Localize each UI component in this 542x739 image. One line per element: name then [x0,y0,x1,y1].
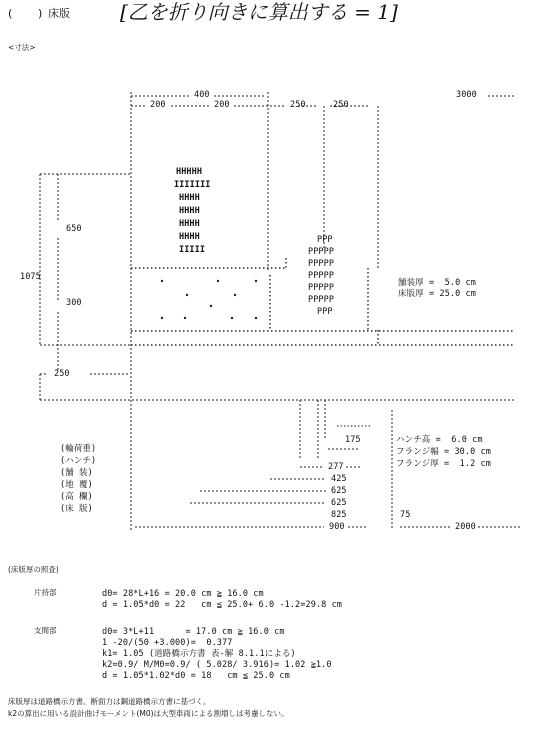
railing-row: HHHH [179,219,200,229]
load-label: (床 版) [60,504,93,514]
pavement-row: PPPPP [308,247,335,257]
pavement-row: PPPPP [308,295,335,305]
dim-400: 400 [194,90,210,100]
pavement-row: PPPPP [308,283,335,293]
load-label: (ハンチ) [60,456,97,466]
dim-75: 75 [400,510,411,520]
haunch-height: ハンチ高 = 6.0 cm [396,435,483,445]
support-line-1: d0= 3*L+11 = 17.0 cm ≧ 16.0 cm [102,627,285,637]
dim-650: 650 [66,224,82,234]
dim-625-b: 625 [331,498,347,508]
rebar-dots [161,280,257,319]
support-line-4: k2=0.9/ M/M0=0.9/ ( 5.028/ 3.916)= 1.02 ≧1.0 [102,660,332,670]
railing-row: HHHH [179,193,200,203]
railing-row: IIIII [179,245,206,255]
load-label: (輪荷重) [60,444,97,454]
railing-row: IIIIIII [174,180,211,190]
paren-open: ( [8,7,13,20]
cantilever-label: 片持部 [34,588,57,597]
dim-3000: 3000 [456,90,477,100]
railing-row: HHHHH [176,167,203,177]
dim-250-left: 250 [54,369,70,379]
dim-250-a: 250 [290,100,306,110]
railing-row: HHHH [179,232,200,242]
pavement-thickness: 舗装厚 = 5.0 cm [398,278,476,288]
load-label: (舗 装) [60,468,93,478]
dim-277: 277 [328,462,344,472]
dim-300: 300 [66,298,82,308]
pavement-row: PPPPP [308,271,335,281]
dim-250-b: 250 [333,100,349,110]
load-label: (高 欄) [60,492,93,502]
dimension-subheading: <寸法> [8,43,36,52]
cantilever-line-2: d = 1.05*d0 = 22 cm ≦ 25.0+ 6.0 -1.2=29.8 cm [102,600,343,610]
dim-825: 825 [331,510,347,520]
railing-row: HHHH [179,206,200,216]
dim-425: 425 [331,474,347,484]
pavement-row: PPPPP [308,259,335,269]
dim-625-a: 625 [331,486,347,496]
slab-thickness: 床版厚 = 25.0 cm [398,289,476,299]
section-title: 床版 [48,7,70,20]
support-line-3: k1= 1.05 (道路橋示方書 表-解 8.1.1による) [102,649,296,659]
load-label: (地 覆) [60,480,93,490]
dim-175: 175 [345,435,361,445]
dim-2000: 2000 [455,522,476,532]
support-line-5: d = 1.05*1.02*d0 = 18 cm ≦ 25.0 cm [102,671,290,681]
footnote-1: 床版厚は道路橋示方書、断面力は鋼道路橋示方書に基づく。 [8,697,211,706]
dim-1075: 1075 [20,272,41,282]
footnote-2: k2の算出に用いる設計曲げモーメント(M0)は大型車両による割増しは考慮しない。 [8,709,289,718]
paren-close: ) [38,7,43,20]
support-line-2: 1 -20/(50 +3.000)= 0.377 [102,638,233,648]
pavement-row: PPP [317,307,333,317]
handwritten-note: [乙を折り向きに算出する = 1] [120,0,398,24]
pavement-row: PPP [317,235,333,245]
thickness-check-heading: (床版厚の照査) [8,565,59,574]
flange-width: フランジ幅 = 30.0 cm [396,447,491,457]
flange-thickness: フランジ厚 = 1.2 cm [396,459,491,469]
cantilever-line-1: d0= 28*L+16 = 20.0 cm ≧ 16.0 cm [102,589,264,599]
support-label: 支間部 [34,626,57,635]
dim-900: 900 [329,522,345,532]
dim-200-right: 200 [214,100,230,110]
dim-200-left: 200 [150,100,166,110]
